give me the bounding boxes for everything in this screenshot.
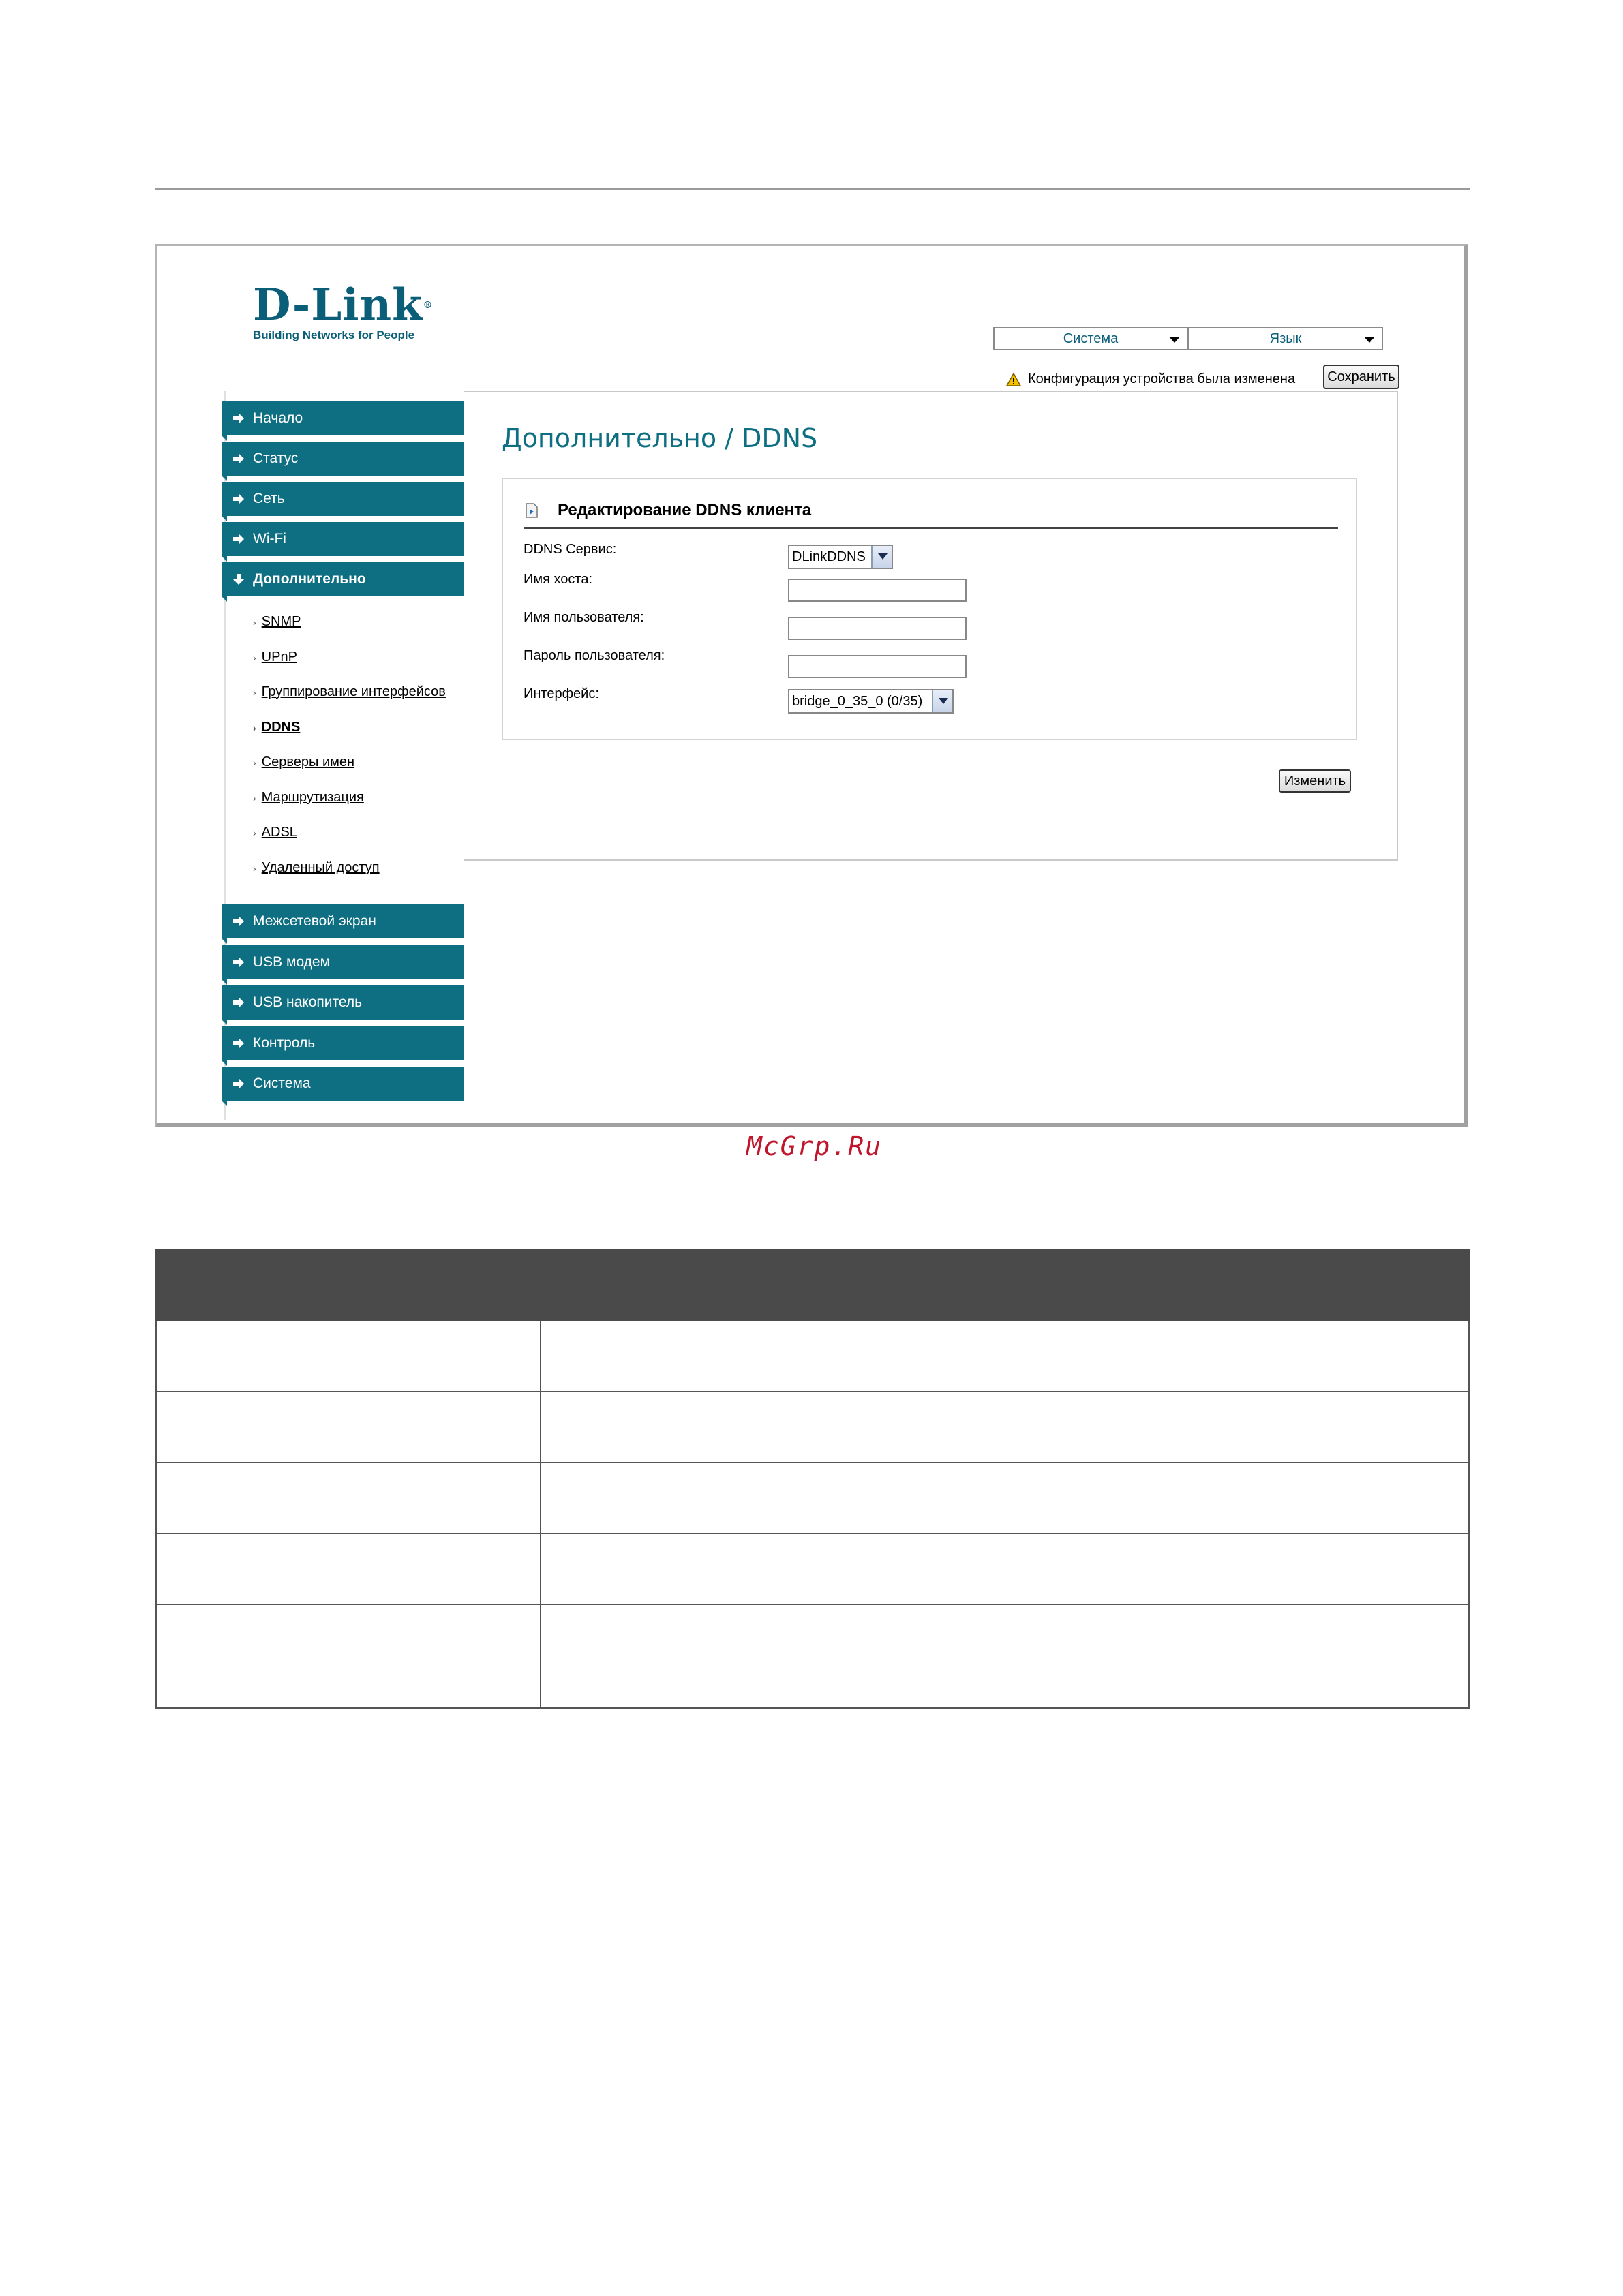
arrow-right-icon bbox=[232, 412, 245, 425]
nav-item-label: Межсетевой экран bbox=[253, 913, 376, 929]
hostname-input[interactable] bbox=[788, 579, 967, 602]
chevron-right-icon: › bbox=[253, 757, 256, 768]
subnav-item-adsl[interactable] bbox=[253, 825, 297, 840]
arrow-down-icon bbox=[232, 573, 245, 585]
chevron-down-icon bbox=[871, 546, 892, 568]
chevron-right-icon: › bbox=[253, 827, 256, 838]
nav-item-label: Контроль bbox=[253, 1035, 316, 1051]
chevron-down-icon bbox=[1364, 337, 1375, 343]
username-label: Имя пользователя: bbox=[524, 610, 644, 625]
table-row bbox=[156, 1321, 1469, 1392]
table-row bbox=[156, 1463, 1469, 1533]
interface-label: Интерфейс: bbox=[524, 686, 599, 701]
nav-item-label: Начало bbox=[253, 410, 303, 426]
table-row bbox=[156, 1392, 1469, 1463]
subnav-label: SNMP bbox=[261, 614, 301, 629]
hostname-label: Имя хоста: bbox=[524, 572, 593, 587]
arrow-right-icon bbox=[232, 1037, 245, 1050]
page-title: Дополнительно / DDNS bbox=[502, 423, 818, 453]
nav-item-label: USB накопитель bbox=[253, 994, 363, 1010]
save-button[interactable]: Сохранить bbox=[1323, 365, 1399, 389]
chevron-right-icon: › bbox=[253, 863, 256, 874]
chevron-down-icon bbox=[932, 690, 952, 712]
nav-item-advanced[interactable] bbox=[222, 562, 464, 596]
interface-select[interactable] bbox=[788, 689, 954, 714]
system-dropdown[interactable] bbox=[993, 327, 1188, 350]
ddns-service-select[interactable] bbox=[788, 545, 893, 569]
logo-brand: D-Link bbox=[253, 279, 423, 331]
warning-icon bbox=[1006, 373, 1021, 386]
subnav-label: Серверы имен bbox=[261, 754, 355, 769]
ddns-form bbox=[502, 478, 1357, 740]
arrow-right-icon bbox=[232, 996, 245, 1009]
table-row bbox=[156, 1533, 1469, 1604]
system-dropdown-label: Система bbox=[1063, 331, 1119, 346]
arrow-right-icon bbox=[232, 453, 245, 465]
nav-item-label: Дополнительно bbox=[253, 571, 366, 587]
edit-document-icon bbox=[524, 502, 540, 519]
subnav-item-remote-access[interactable] bbox=[253, 860, 380, 876]
form-divider bbox=[524, 527, 1338, 529]
nav-item-label: Система bbox=[253, 1075, 311, 1091]
nav-item-label: Wi-Fi bbox=[253, 531, 286, 547]
form-title-text: Редактирование DDNS клиента bbox=[558, 501, 812, 519]
nav-item-network[interactable] bbox=[222, 482, 464, 516]
interface-value: bridge_0_35_0 (0/35) bbox=[792, 694, 923, 709]
ddns-service-label: DDNS Сервис: bbox=[524, 542, 617, 557]
arrow-right-icon bbox=[232, 1077, 245, 1090]
arrow-right-icon bbox=[232, 915, 245, 928]
nav-item-label: Статус bbox=[253, 450, 299, 466]
subnav-label: Удаленный доступ bbox=[261, 860, 380, 875]
nav-item-firewall[interactable] bbox=[222, 904, 464, 938]
nav-item-system[interactable] bbox=[222, 1067, 464, 1101]
chevron-right-icon: › bbox=[253, 617, 256, 628]
subnav-item-ddns[interactable] bbox=[253, 720, 300, 735]
dlink-logo bbox=[253, 279, 434, 342]
ddns-service-value: DLinkDDNS bbox=[792, 549, 866, 564]
nav-item-usb-storage[interactable] bbox=[222, 985, 464, 1020]
router-screenshot bbox=[155, 244, 1468, 1127]
change-button[interactable]: Изменить bbox=[1279, 769, 1351, 793]
chevron-right-icon: › bbox=[253, 652, 256, 663]
nav-item-usb-modem[interactable] bbox=[222, 945, 464, 979]
nav-item-home[interactable] bbox=[222, 401, 464, 435]
nav-item-label: USB модем bbox=[253, 954, 331, 970]
nav-item-status[interactable] bbox=[222, 442, 464, 476]
subnav-label: Маршрутизация bbox=[261, 790, 364, 805]
language-dropdown-label: Язык bbox=[1269, 331, 1302, 346]
table-row bbox=[156, 1604, 1469, 1708]
subnav-item-snmp[interactable] bbox=[253, 614, 301, 630]
subnav-item-routing[interactable] bbox=[253, 790, 364, 806]
password-input[interactable] bbox=[788, 655, 967, 678]
page-top-rule bbox=[155, 188, 1470, 190]
subnav-label: ADSL bbox=[261, 825, 297, 840]
arrow-right-icon bbox=[232, 956, 245, 968]
logo-registered: ® bbox=[423, 300, 434, 311]
subnav-item-upnp[interactable] bbox=[253, 649, 297, 665]
chevron-right-icon: › bbox=[253, 687, 256, 698]
chevron-right-icon: › bbox=[253, 722, 256, 733]
subnav-item-name-servers[interactable] bbox=[253, 754, 354, 770]
logo-tagline: Building Networks for People bbox=[253, 328, 415, 341]
table-header bbox=[156, 1250, 1469, 1321]
language-dropdown[interactable] bbox=[1188, 327, 1383, 350]
chevron-right-icon: › bbox=[253, 793, 256, 803]
notice-text: Конфигурация устройства была изменена bbox=[1028, 371, 1296, 386]
arrow-right-icon bbox=[232, 533, 245, 545]
chevron-down-icon bbox=[1169, 337, 1180, 343]
subnav-label: DDNS bbox=[261, 720, 301, 735]
arrow-right-icon bbox=[232, 493, 245, 505]
subnav-label: Группирование интерфейсов bbox=[261, 684, 446, 699]
subnav-item-interface-grouping[interactable] bbox=[253, 684, 446, 700]
parameter-table bbox=[155, 1249, 1470, 1709]
nav-item-label: Сеть bbox=[253, 491, 285, 506]
password-label: Пароль пользователя: bbox=[524, 648, 665, 663]
watermark: McGrp.Ru bbox=[746, 1131, 883, 1161]
username-input[interactable] bbox=[788, 617, 967, 640]
subnav-label: UPnP bbox=[261, 649, 297, 664]
nav-item-wifi[interactable] bbox=[222, 522, 464, 556]
nav-item-control[interactable] bbox=[222, 1026, 464, 1060]
